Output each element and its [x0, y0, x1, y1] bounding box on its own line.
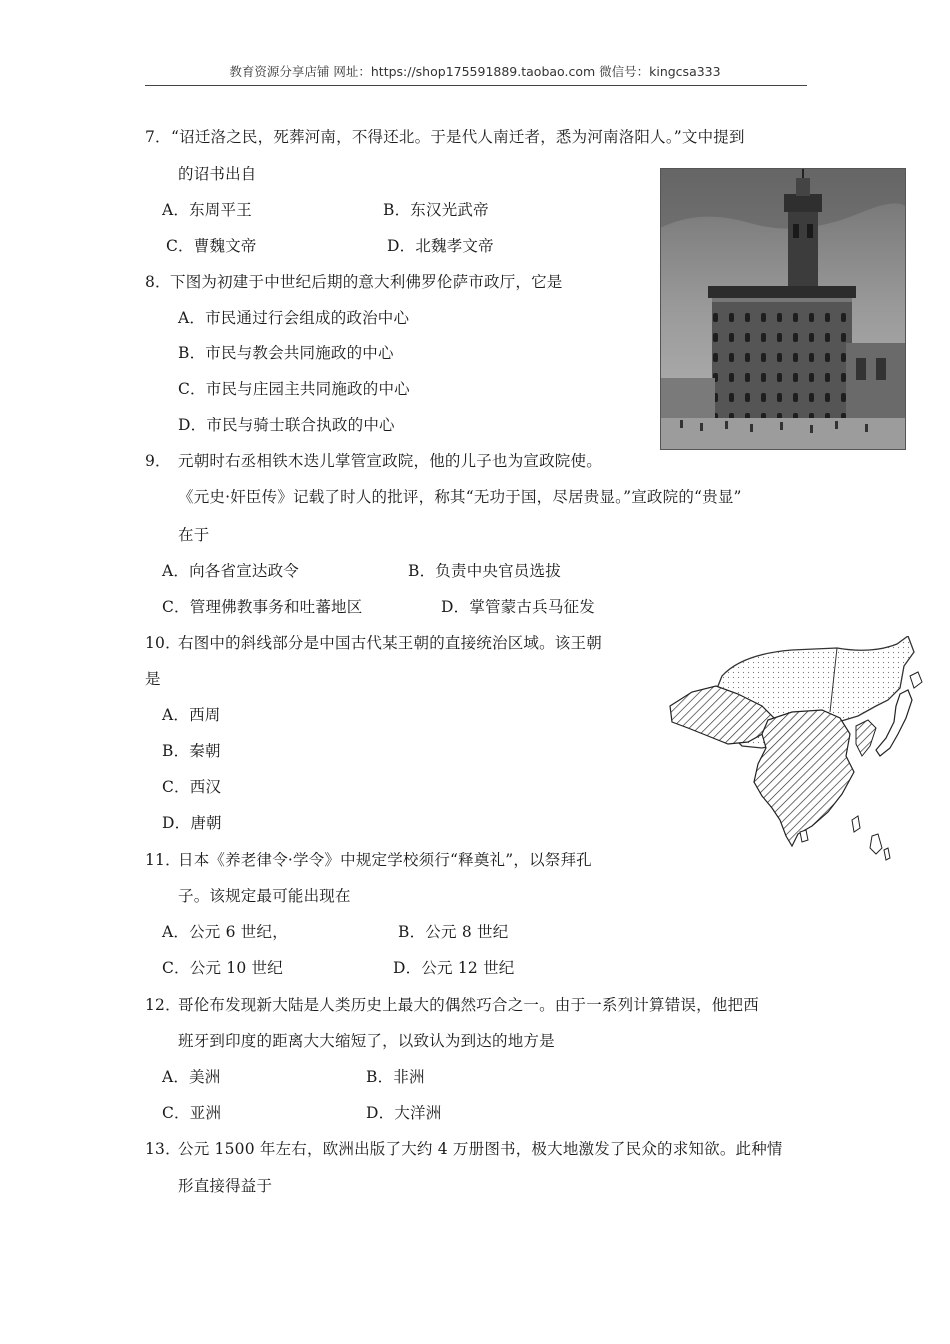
- question-11-stem-line-2: 子。该规定最可能出现在: [178, 887, 351, 905]
- question-7-option-d: D．北魏孝文帝: [387, 237, 494, 255]
- question-11-option-c: C．公元 10 世纪: [162, 959, 283, 977]
- question-11-option-a: A．公元 6 世纪，: [162, 923, 288, 941]
- question-10-option-c: C．西汉: [162, 778, 222, 796]
- question-12-option-b: B．非洲: [366, 1068, 425, 1086]
- question-9-option-a: A．向各省宣达政令: [162, 562, 299, 580]
- question-9-stem-line-3: 在于: [178, 526, 210, 544]
- question-7-option-b: B．东汉光武帝: [383, 201, 489, 219]
- question-11-option-d: D．公元 12 世纪: [393, 959, 515, 977]
- question-10-option-a: A．西周: [162, 706, 221, 724]
- question-8-option-d: D．市民与骑士联合执政的中心: [178, 416, 395, 434]
- question-13-stem-line-1: 公元 1500 年左右，欧洲出版了大约 4 万册图书，极大地激发了民众的求知欲。此种情: [178, 1140, 783, 1158]
- question-9-option-b: B．负责中央官员选拔: [408, 562, 561, 580]
- question-7-stem-line-2: 的诏书出自: [178, 165, 257, 183]
- header-divider: [145, 85, 807, 86]
- question-10-stem-line-1: 右图中的斜线部分是中国古代某王朝的直接统治区域。该王朝: [178, 634, 602, 652]
- question-12-option-d: D．大洋洲: [366, 1104, 442, 1122]
- question-12-stem-line-2: 班牙到印度的距离大大缩短了，以致认为到达的地方是: [178, 1032, 555, 1050]
- page-header: 教育资源分享店铺 网址：https://shop175591889.taobao.com 微信号：kingcsa333: [229, 64, 721, 79]
- question-9-stem-line-2: 《元史·奸臣传》记载了时人的批评，称其“无功于国，尽居贵显。”宣政院的“贵显”: [178, 488, 742, 506]
- question-9-option-c: C．管理佛教事务和吐蕃地区: [162, 598, 363, 616]
- question-8-option-b: B．市民与教会共同施政的中心: [178, 344, 394, 362]
- question-7-option-a: A．东周平王: [162, 201, 252, 219]
- question-11-number: 11．: [145, 851, 181, 869]
- question-11-stem-line-1: 日本《养老律令·学令》中规定学校须行“释奠礼”，以祭拜孔: [178, 851, 592, 869]
- question-13-stem-line-2: 形直接得益于: [178, 1177, 273, 1195]
- question-12-number: 12．: [145, 996, 181, 1014]
- question-8-option-a: A．市民通过行会组成的政治中心: [178, 309, 410, 327]
- ancient-dynasty-map: [662, 636, 932, 868]
- question-12-option-a: A．美洲: [162, 1068, 221, 1086]
- question-9-stem-line-1: 元朝时右丞相铁木迭儿掌管宣政院，他的儿子也为宣政院使。: [178, 452, 602, 470]
- question-10-option-b: B．秦朝: [162, 742, 221, 760]
- question-9-number: 9．: [145, 452, 171, 470]
- question-12-stem-line-1: 哥伦布发现新大陆是人类历史上最大的偶然巧合之一。由于一系列计算错误，他把西: [178, 996, 759, 1014]
- question-8-number: 8．: [145, 273, 171, 291]
- question-7-option-c: C．曹魏文帝: [166, 237, 257, 255]
- question-12-option-c: C．亚洲: [162, 1104, 222, 1122]
- question-13-number: 13．: [145, 1140, 181, 1158]
- palazzo-vecchio-photo: [660, 168, 906, 450]
- question-8-option-c: C．市民与庄园主共同施政的中心: [178, 380, 410, 398]
- question-7-number: 7．: [145, 128, 171, 146]
- question-9-option-d: D．掌管蒙古兵马征发: [441, 598, 595, 616]
- question-7-stem-line-1: “诏迁洛之民，死葬河南，不得还北。于是代人南迁者，悉为河南洛阳人。”文中提到: [171, 128, 745, 146]
- question-10-number: 10．: [145, 634, 181, 652]
- question-10-stem-line-2: 是: [145, 670, 161, 688]
- question-8-stem-line-1: 下图为初建于中世纪后期的意大利佛罗伦萨市政厅，它是: [170, 273, 563, 291]
- question-10-option-d: D．唐朝: [162, 814, 222, 832]
- question-11-option-b: B．公元 8 世纪: [398, 923, 509, 941]
